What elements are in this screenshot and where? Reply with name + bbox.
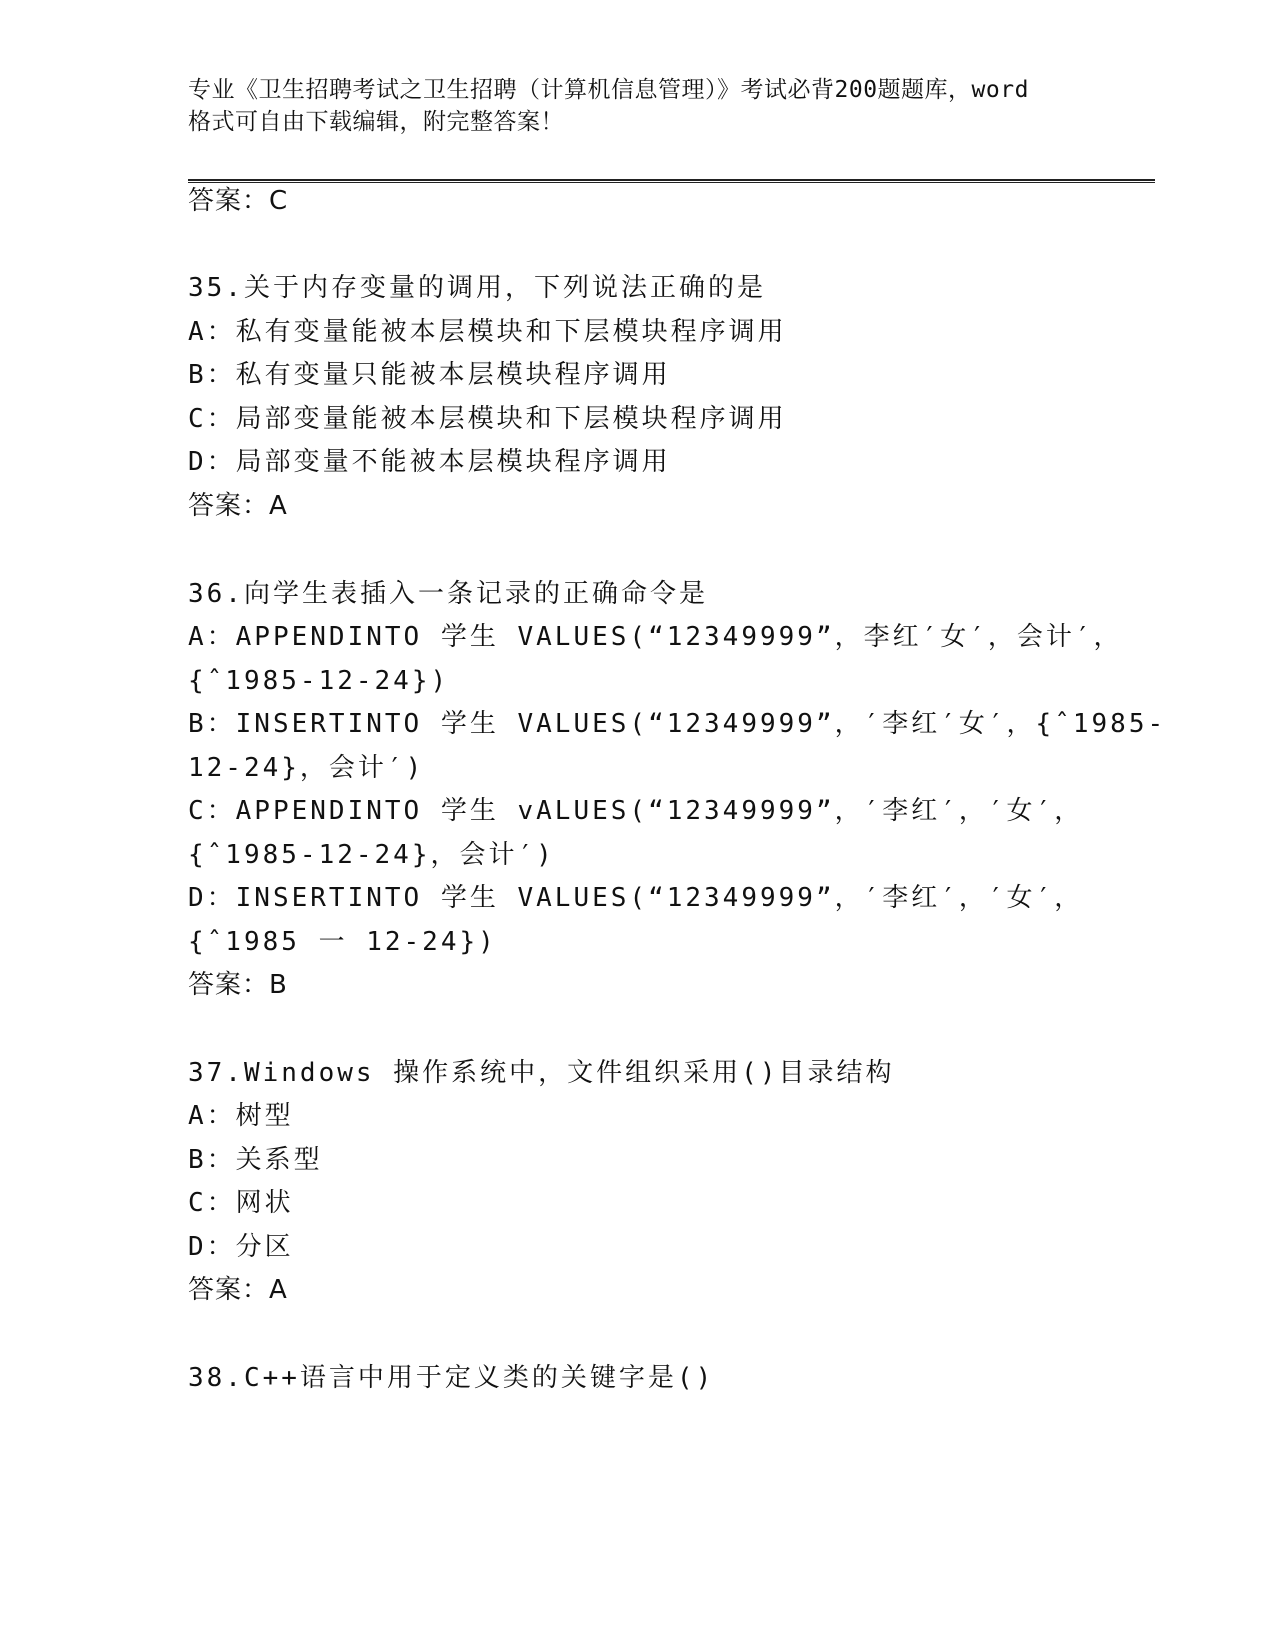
q37-answer: 答案：A xyxy=(188,1275,288,1305)
q35-option-c: C：局部变量能被本层模块和下层模块程序调用 xyxy=(188,404,787,434)
question-35: 35.关于内存变量的调用，下列说法正确的是 xyxy=(188,273,766,303)
q36-option-b-line1: B：INSERTINTO 学生 VALUES(“12349999”，′李红′女′，{ˆ1985- xyxy=(188,709,1167,739)
q36-option-c-line1: C：APPENDINTO 学生 vALUES(“12349999”，′李红′，′女′， xyxy=(188,796,1084,826)
q35-option-b: B：私有变量只能被本层模块程序调用 xyxy=(188,360,671,390)
question-38: 38.C++语言中用于定义类的关键字是() xyxy=(188,1363,715,1393)
q37-option-d: D：分区 xyxy=(188,1232,294,1262)
q35-answer: 答案：A xyxy=(188,491,288,521)
q35-option-d: D：局部变量不能被本层模块程序调用 xyxy=(188,447,671,477)
header-line-1: 专业《卫生招聘考试之卫生招聘（计算机信息管理）》考试必背200题题库，word xyxy=(188,77,1029,103)
question-37: 37.Windows 操作系统中，文件组织采用()目录结构 xyxy=(188,1058,895,1088)
q36-answer: 答案：B xyxy=(188,970,288,1000)
document-header xyxy=(188,74,1108,138)
q36-option-d-line1: D：INSERTINTO 学生 VALUES(“12349999”，′李红′，′女′， xyxy=(188,883,1084,913)
q36-option-b-line2: 12-24}，会计′) xyxy=(188,753,425,783)
q35-option-a: A：私有变量能被本层模块和下层模块程序调用 xyxy=(188,317,787,347)
q37-option-a: A：树型 xyxy=(188,1101,294,1131)
answer-34: 答案：C xyxy=(188,186,289,216)
question-36: 36.向学生表插入一条记录的正确命令是 xyxy=(188,579,708,609)
q36-option-a-line1: A：APPENDINTO 学生 VALUES(“12349999”，李红′女′，会计′， xyxy=(188,622,1123,652)
header-line-2: 格式可自由下载编辑，附完整答案！ xyxy=(188,109,564,135)
q37-option-c: C：网状 xyxy=(188,1188,294,1218)
q36-option-c-line2: {ˆ1985-12-24}，会计′) xyxy=(188,840,555,870)
q37-option-b: B：关系型 xyxy=(188,1145,323,1175)
header-divider xyxy=(188,179,1155,183)
q36-option-d-line2: {ˆ1985 一 12-24}) xyxy=(188,927,497,957)
q36-option-a-line2: {ˆ1985-12-24}) xyxy=(188,666,450,696)
